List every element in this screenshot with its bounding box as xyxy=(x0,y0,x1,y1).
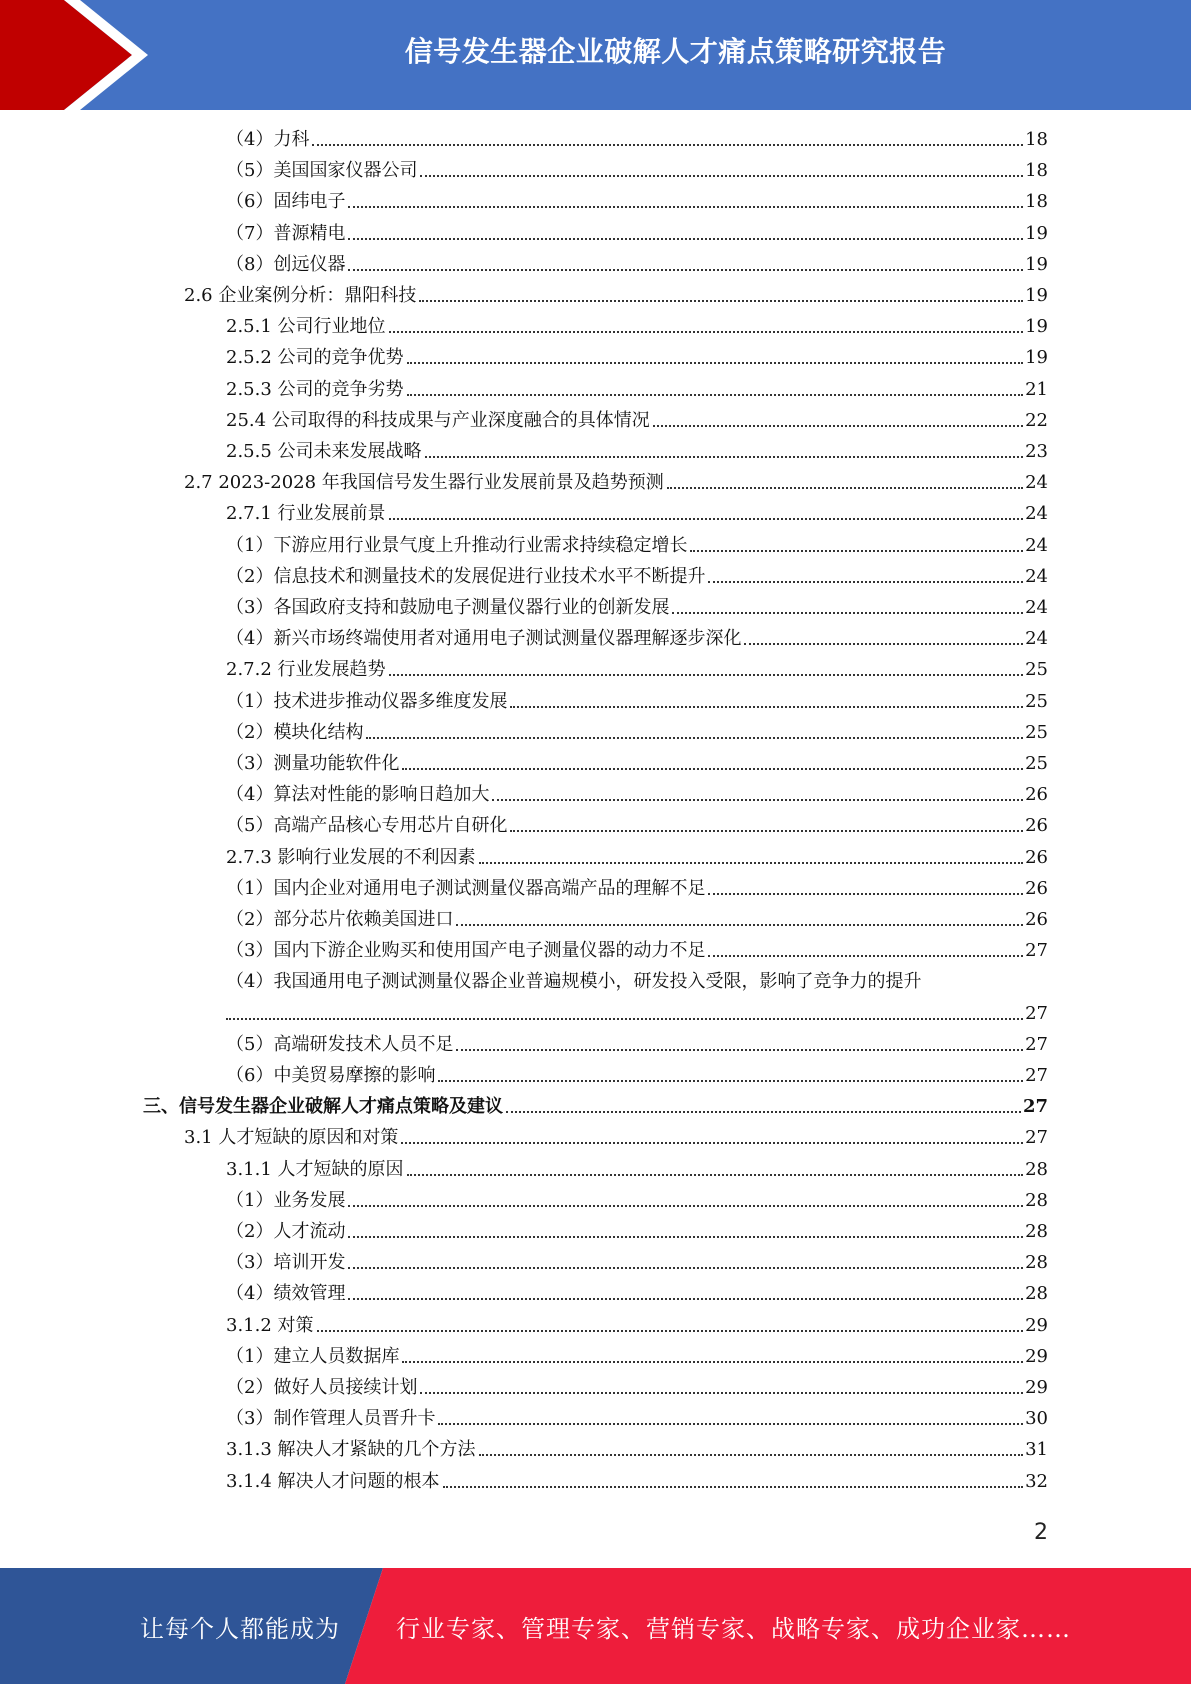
toc-entry-label: （5）高端产品核心专用芯片自研化 xyxy=(226,815,508,837)
toc-entry-label: （2）信息技术和测量技术的发展促进行业技术水平不断提升 xyxy=(226,565,706,587)
toc-leader-dots xyxy=(456,924,1023,926)
toc-leader-dots xyxy=(667,487,1023,489)
toc-entry-page: 19 xyxy=(1025,347,1048,369)
toc-entry[interactable] xyxy=(226,782,1048,806)
toc-entry-page: 19 xyxy=(1025,316,1048,338)
toc-entry-page: 27 xyxy=(1025,940,1048,962)
toc-entry[interactable] xyxy=(226,1063,1048,1087)
toc-entry-page: 29 xyxy=(1025,1345,1048,1367)
toc-entry-label: （1）建立人员数据库 xyxy=(226,1345,400,1367)
toc-entry-label: 3.1.1 人才短缺的原因 xyxy=(226,1158,404,1180)
toc-leader-dots xyxy=(389,674,1024,676)
toc-leader-dots xyxy=(348,1267,1023,1269)
toc-entry[interactable] xyxy=(226,377,1048,401)
toc-leader-dots xyxy=(348,206,1023,208)
toc-entry[interactable] xyxy=(226,626,1048,650)
toc-entry-label: （3）制作管理人员晋升卡 xyxy=(226,1408,436,1430)
toc-entry-label: （1）技术进步推动仪器多维度发展 xyxy=(226,690,508,712)
toc-entry-page: 27 xyxy=(1022,1096,1048,1118)
toc-entry-label: （1）国内企业对通用电子测试测量仪器高端产品的理解不足 xyxy=(226,877,706,899)
toc-entry[interactable] xyxy=(226,1344,1048,1368)
toc-entry-label: 3.1.3 解决人才紧缺的几个方法 xyxy=(226,1439,476,1461)
toc-entry-label: （8）创远仪器 xyxy=(226,253,346,275)
toc-leader-dots xyxy=(226,1018,1023,1020)
toc-leader-dots xyxy=(420,1392,1023,1394)
toc-entry-label: （4）我国通用电子测试测量仪器企业普遍规模小，研发投入受限，影响了竞争力的提升 xyxy=(226,971,922,993)
footer-slogan-right: 行业专家、管理专家、营销专家、战略专家、成功企业家…… xyxy=(396,1614,1071,1643)
toc-leader-dots xyxy=(425,456,1024,458)
toc-entry-label: 2.5.2 公司的竞争优势 xyxy=(226,347,404,369)
toc-entry[interactable] xyxy=(226,1157,1048,1181)
toc-entry[interactable] xyxy=(184,283,1048,307)
toc-leader-dots xyxy=(708,955,1023,957)
toc-entry-label: 2.7.2 行业发展趋势 xyxy=(226,659,386,681)
toc-leader-dots xyxy=(366,737,1023,739)
page-footer xyxy=(0,1568,1191,1684)
toc-leader-dots xyxy=(312,144,1023,146)
toc-entry-page: 26 xyxy=(1025,784,1048,806)
toc-entry[interactable] xyxy=(143,1094,1048,1118)
toc-leader-dots xyxy=(708,893,1023,895)
toc-entry-label: （4）绩效管理 xyxy=(226,1283,346,1305)
toc-entry-page: 18 xyxy=(1025,160,1048,182)
toc-entry-label: 2.5.3 公司的竞争劣势 xyxy=(226,378,404,400)
toc-entry-page: 28 xyxy=(1025,1283,1048,1305)
toc-entry[interactable] xyxy=(226,1437,1048,1461)
toc-entry-page: 18 xyxy=(1025,129,1048,150)
toc-leader-dots xyxy=(443,1486,1024,1488)
toc-entry-label: 2.6 企业案例分析：鼎阳科技 xyxy=(184,285,417,306)
toc-entry-page: 24 xyxy=(1025,628,1048,650)
toc-entry-page: 29 xyxy=(1025,1377,1048,1398)
toc-entry-continuation[interactable] xyxy=(226,1001,1048,1025)
toc-entry[interactable] xyxy=(226,907,1048,931)
toc-leader-dots xyxy=(348,238,1023,240)
toc-entry[interactable] xyxy=(226,158,1048,182)
page-header xyxy=(0,0,1191,110)
toc-leader-dots xyxy=(744,643,1023,645)
toc-entry[interactable] xyxy=(226,345,1048,369)
toc-entry[interactable] xyxy=(226,1406,1048,1430)
toc-entry-label: （4）力科 xyxy=(226,129,310,150)
toc-entry-label: （6）固纬电子 xyxy=(226,191,346,213)
toc-entry-page: 24 xyxy=(1025,597,1048,618)
toc-leader-dots xyxy=(653,425,1023,427)
toc-entry[interactable] xyxy=(226,1250,1048,1274)
toc-entry-label: 三、信号发生器企业破解人才痛点策略及建议 xyxy=(143,1096,503,1118)
toc-entry-label: （6）中美贸易摩擦的影响 xyxy=(226,1065,436,1086)
toc-entry-page: 24 xyxy=(1025,534,1048,556)
toc-leader-dots xyxy=(506,1111,1021,1113)
toc-entry[interactable] xyxy=(226,408,1048,432)
footer-slogan-left: 让每个人都能成为 xyxy=(140,1614,340,1643)
toc-entry-label: 2.7.3 影响行业发展的不利因素 xyxy=(226,846,476,868)
toc-leader-dots xyxy=(456,1049,1023,1051)
toc-leader-dots xyxy=(690,550,1023,552)
toc-leader-dots xyxy=(407,362,1024,364)
toc-leader-dots xyxy=(348,1205,1023,1207)
toc-entry[interactable] xyxy=(226,595,1048,619)
toc-entry[interactable] xyxy=(184,470,1048,494)
toc-entry[interactable] xyxy=(226,439,1048,463)
toc-entry-page: 31 xyxy=(1025,1439,1048,1461)
toc-entry[interactable] xyxy=(226,189,1048,213)
toc-entry-page: 24 xyxy=(1025,503,1048,525)
toc-entry[interactable] xyxy=(226,501,1048,525)
toc-entry-label: （2）人才流动 xyxy=(226,1221,346,1242)
toc-leader-dots xyxy=(479,862,1024,864)
toc-entry[interactable] xyxy=(226,1469,1048,1493)
toc-entry-label: 2.5.1 公司行业地位 xyxy=(226,316,386,338)
toc-entry-page: 19 xyxy=(1025,285,1048,306)
toc-entry-label: （7）普源精电 xyxy=(226,222,346,244)
toc-entry-page: 28 xyxy=(1025,1252,1048,1274)
toc-entry-label: （2）模块化结构 xyxy=(226,721,364,743)
toc-entry-page: 19 xyxy=(1025,222,1048,244)
toc-leader-dots xyxy=(348,1236,1023,1238)
toc-leader-dots xyxy=(317,1330,1024,1332)
toc-leader-dots xyxy=(438,1080,1023,1082)
toc-entry[interactable] xyxy=(226,1375,1048,1399)
toc-entry-page: 23 xyxy=(1025,441,1048,462)
toc-entry-label: 3.1.2 对策 xyxy=(226,1314,314,1336)
page-number: 2 xyxy=(1034,1520,1048,1545)
toc-entry-page: 25 xyxy=(1025,753,1048,774)
toc-leader-dots xyxy=(708,581,1023,583)
toc-entry-label: 2.5.5 公司未来发展战略 xyxy=(226,441,422,462)
toc-leader-dots xyxy=(438,1423,1023,1425)
toc-leader-dots xyxy=(420,175,1023,177)
toc-leader-dots xyxy=(401,1142,1023,1144)
toc-leader-dots xyxy=(389,331,1024,333)
toc-entry[interactable] xyxy=(226,1313,1048,1337)
toc-entry[interactable] xyxy=(184,1125,1048,1149)
toc-entry-page: 28 xyxy=(1025,1158,1048,1180)
toc-entry-label: 2.7 2023-2028 年我国信号发生器行业发展前景及趋势预测 xyxy=(184,472,664,494)
toc-entry-label: （3）测量功能软件化 xyxy=(226,753,400,774)
toc-leader-dots xyxy=(407,394,1024,396)
toc-entry-page: 28 xyxy=(1025,1221,1048,1242)
toc-entry-label: （1）业务发展 xyxy=(226,1189,346,1211)
toc-entry[interactable] xyxy=(226,689,1048,713)
toc-entry-page: 26 xyxy=(1025,909,1048,930)
toc-entry[interactable] xyxy=(226,564,1048,588)
toc-entry-label: 3.1.4 解决人才问题的根本 xyxy=(226,1470,440,1492)
toc-leader-dots xyxy=(402,1361,1023,1363)
toc-entry-page: 22 xyxy=(1025,409,1048,431)
toc-leader-dots xyxy=(492,799,1023,801)
toc-leader-dots xyxy=(479,1454,1024,1456)
toc-entry-label: （2）部分芯片依赖美国进口 xyxy=(226,909,454,930)
toc-entry-page: 30 xyxy=(1025,1408,1048,1430)
toc-entry-label: （2）做好人员接续计划 xyxy=(226,1377,418,1398)
toc-entry-page: 28 xyxy=(1025,1189,1048,1211)
toc-entry[interactable] xyxy=(226,876,1048,900)
toc-leader-dots xyxy=(348,269,1023,271)
toc-entry-label: （5）美国国家仪器公司 xyxy=(226,160,418,182)
toc-entry-page: 25 xyxy=(1025,721,1048,743)
toc-leader-dots xyxy=(419,300,1023,302)
toc-entry-page: 27 xyxy=(1025,1002,1048,1024)
toc-entry[interactable] xyxy=(226,938,1048,962)
toc-leader-dots xyxy=(510,830,1023,832)
toc-entry[interactable] xyxy=(226,969,1048,993)
header-title: 信号发生器企业破解人才痛点策略研究报告 xyxy=(404,35,947,68)
toc-entry[interactable] xyxy=(226,127,1048,151)
toc-entry-label: 3.1 人才短缺的原因和对策 xyxy=(184,1127,399,1149)
toc-leader-dots xyxy=(402,768,1023,770)
toc-entry-page: 27 xyxy=(1025,1127,1048,1149)
toc-entry-label: （3）国内下游企业购买和使用国产电子测量仪器的动力不足 xyxy=(226,940,706,962)
toc-entry[interactable] xyxy=(226,221,1048,245)
toc-entry-label: 2.7.1 行业发展前景 xyxy=(226,503,386,525)
toc-entry-label: （4）算法对性能的影响日趋加大 xyxy=(226,784,490,806)
toc-entry-label: 25.4 公司取得的科技成果与产业深度融合的具体情况 xyxy=(226,409,650,431)
toc-entry[interactable] xyxy=(226,751,1048,775)
toc-leader-dots xyxy=(672,612,1023,614)
toc-entry[interactable] xyxy=(226,1281,1048,1305)
toc-entry[interactable] xyxy=(226,252,1048,276)
toc-leader-dots xyxy=(389,518,1024,520)
toc-entry-page: 27 xyxy=(1025,1033,1048,1055)
toc-entry-page: 25 xyxy=(1025,659,1048,681)
toc-leader-dots xyxy=(407,1174,1024,1176)
toc-entry-page: 26 xyxy=(1025,877,1048,899)
toc-entry[interactable] xyxy=(226,533,1048,557)
toc-entry-label: （3）培训开发 xyxy=(226,1252,346,1274)
toc-entry[interactable] xyxy=(226,845,1048,869)
toc-entry-label: （3）各国政府支持和鼓励电子测量仪器行业的创新发展 xyxy=(226,597,670,618)
toc-entry[interactable] xyxy=(226,1219,1048,1243)
toc-entry[interactable] xyxy=(226,1188,1048,1212)
toc-entry[interactable] xyxy=(226,314,1048,338)
toc-entry-page: 26 xyxy=(1025,846,1048,868)
toc-leader-dots xyxy=(348,1298,1023,1300)
toc-entry-page: 26 xyxy=(1025,815,1048,837)
toc-leader-dots xyxy=(510,706,1023,708)
toc-entry-page: 19 xyxy=(1025,253,1048,275)
toc-entry-label: （4）新兴市场终端使用者对通用电子测试测量仪器理解逐步深化 xyxy=(226,628,742,650)
toc-entry-page: 32 xyxy=(1025,1470,1048,1492)
toc-entry-page: 18 xyxy=(1025,191,1048,213)
toc-entry-label: （1）下游应用行业景气度上升推动行业需求持续稳定增长 xyxy=(226,534,688,556)
toc-entry-page: 29 xyxy=(1025,1314,1048,1336)
toc-entry-page: 24 xyxy=(1025,472,1048,494)
toc-entry-page: 27 xyxy=(1025,1065,1048,1086)
toc-entry[interactable] xyxy=(226,720,1048,744)
toc-entry-page: 24 xyxy=(1025,565,1048,587)
toc-entry-label: （5）高端研发技术人员不足 xyxy=(226,1033,454,1055)
toc-entry-page: 21 xyxy=(1025,378,1048,400)
toc-entry[interactable] xyxy=(226,1032,1048,1056)
toc-entry[interactable] xyxy=(226,813,1048,837)
toc-entry-page: 25 xyxy=(1025,690,1048,712)
toc-entry[interactable] xyxy=(226,657,1048,681)
